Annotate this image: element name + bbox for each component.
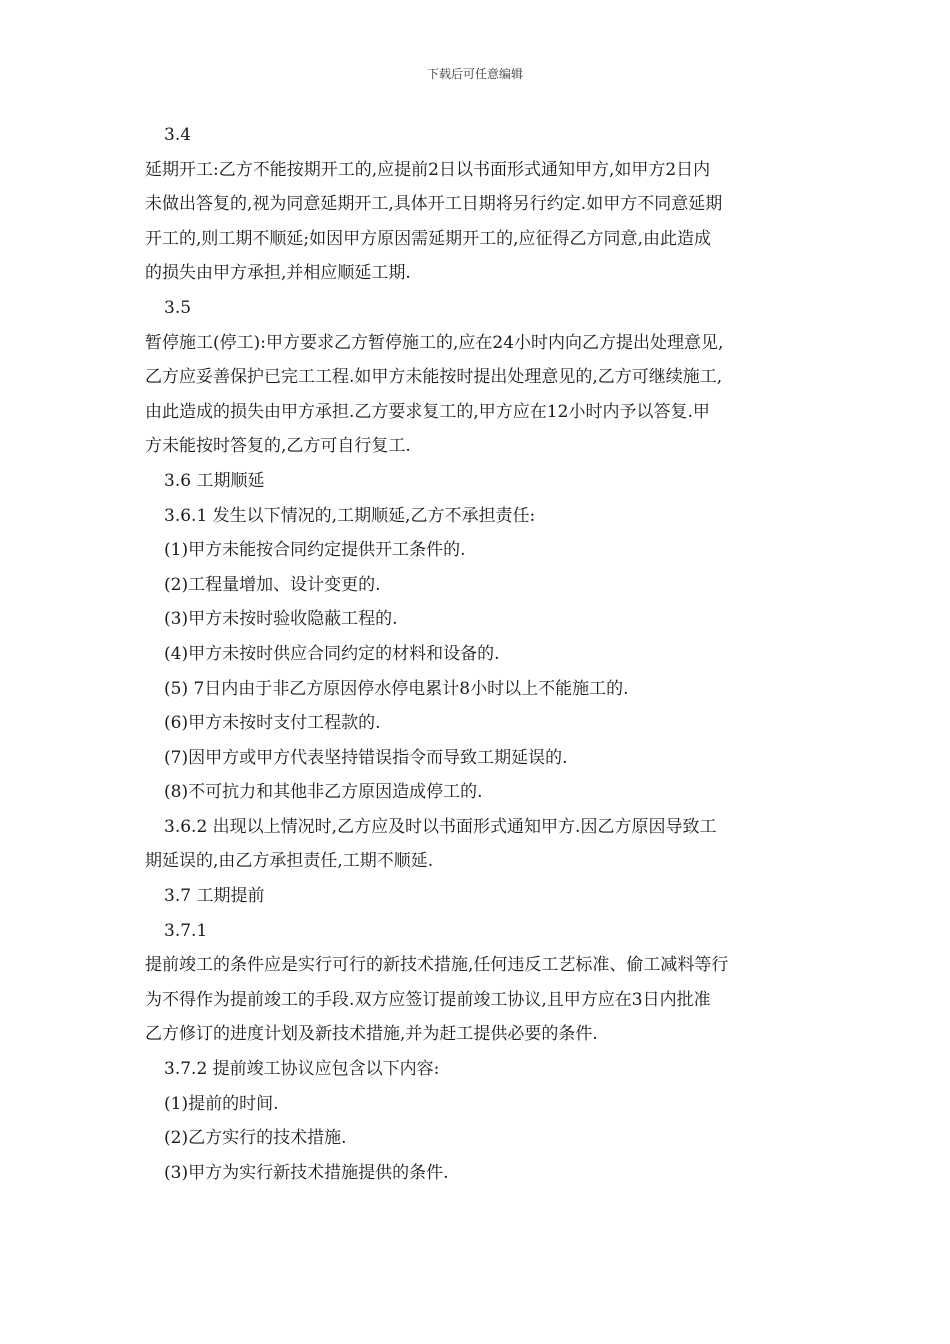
text-line: (1)提前的时间. <box>164 1093 279 1114</box>
text-line: 由此造成的损失由甲方承担.乙方要求复工的,甲方应在12小时内予以答复.甲 <box>145 401 710 422</box>
text-line: (1)甲方未能按合同约定提供开工条件的. <box>164 540 466 561</box>
text-line: 3.7.1 <box>164 920 208 941</box>
text-line: 3.6.1 发生以下情况的,工期顺延,乙方不承担责任: <box>164 505 536 526</box>
text-line: (3)甲方为实行新技术措施提供的条件. <box>164 1162 449 1183</box>
text-line: (4)甲方未按时供应合同约定的材料和设备的. <box>164 643 500 664</box>
text-line: 暂停施工(停工):甲方要求乙方暂停施工的,应在24小时内向乙方提出处理意见, <box>145 332 724 353</box>
text-line: (7)因甲方或甲方代表坚持错误指令而导致工期延误的. <box>164 747 568 768</box>
text-line: 为不得作为提前竣工的手段.双方应签订提前竣工协议,且甲方应在3日内批准 <box>145 989 711 1010</box>
text-line: 开工的,则工期不顺延;如因甲方原因需延期开工的,应征得乙方同意,由此造成 <box>145 228 711 249</box>
text-line: 期延误的,由乙方承担责任,工期不顺延. <box>145 851 434 872</box>
text-line: (3)甲方未按时验收隐蔽工程的. <box>164 609 398 630</box>
text-line: (2)乙方实行的技术措施. <box>164 1128 347 1149</box>
text-line: 3.6 工期顺延 <box>164 470 265 491</box>
text-line: (5) 7日内由于非乙方原因停水停电累计8小时以上不能施工的. <box>164 678 629 699</box>
text-line: 提前竣工的条件应是实行可行的新技术措施,任何违反工艺标准、偷工减料等行 <box>145 955 729 976</box>
text-line: 3.4 <box>164 125 192 145</box>
text-line: 乙方应妥善保护已完工工程.如甲方未能按时提出处理意见的,乙方可继续施工, <box>145 367 723 388</box>
text-line: (2)工程量增加、设计变更的. <box>164 574 381 595</box>
text-line: 乙方修订的进度计划及新技术措施,并为赶工提供必要的条件. <box>145 1024 598 1045</box>
text-line: 3.7.2 提前竣工协议应包含以下内容: <box>164 1059 440 1080</box>
page-header: 下载后可任意编辑 <box>426 67 523 81</box>
text-line: 3.6.2 出现以上情况时,乙方应及时以书面形式通知甲方.因乙方原因导致工 <box>164 816 717 837</box>
text-line: 3.5 <box>164 297 192 318</box>
text-line: 延期开工:乙方不能按期开工的,应提前2日以书面形式通知甲方,如甲方2日内 <box>145 159 711 180</box>
text-line: 方未能按时答复的,乙方可自行复工. <box>145 436 411 457</box>
text-line: (6)甲方未按时支付工程款的. <box>164 713 381 734</box>
document-body <box>145 118 815 1190</box>
text-line: 未做出答复的,视为同意延期开工,具体开工日期将另行约定.如甲方不同意延期 <box>145 194 723 215</box>
text-line: 的损失由甲方承担,并相应顺延工期. <box>145 263 411 284</box>
text-line: 3.7 工期提前 <box>164 886 265 907</box>
text-line: (8)不可抗力和其他非乙方原因造成停工的. <box>164 782 483 803</box>
